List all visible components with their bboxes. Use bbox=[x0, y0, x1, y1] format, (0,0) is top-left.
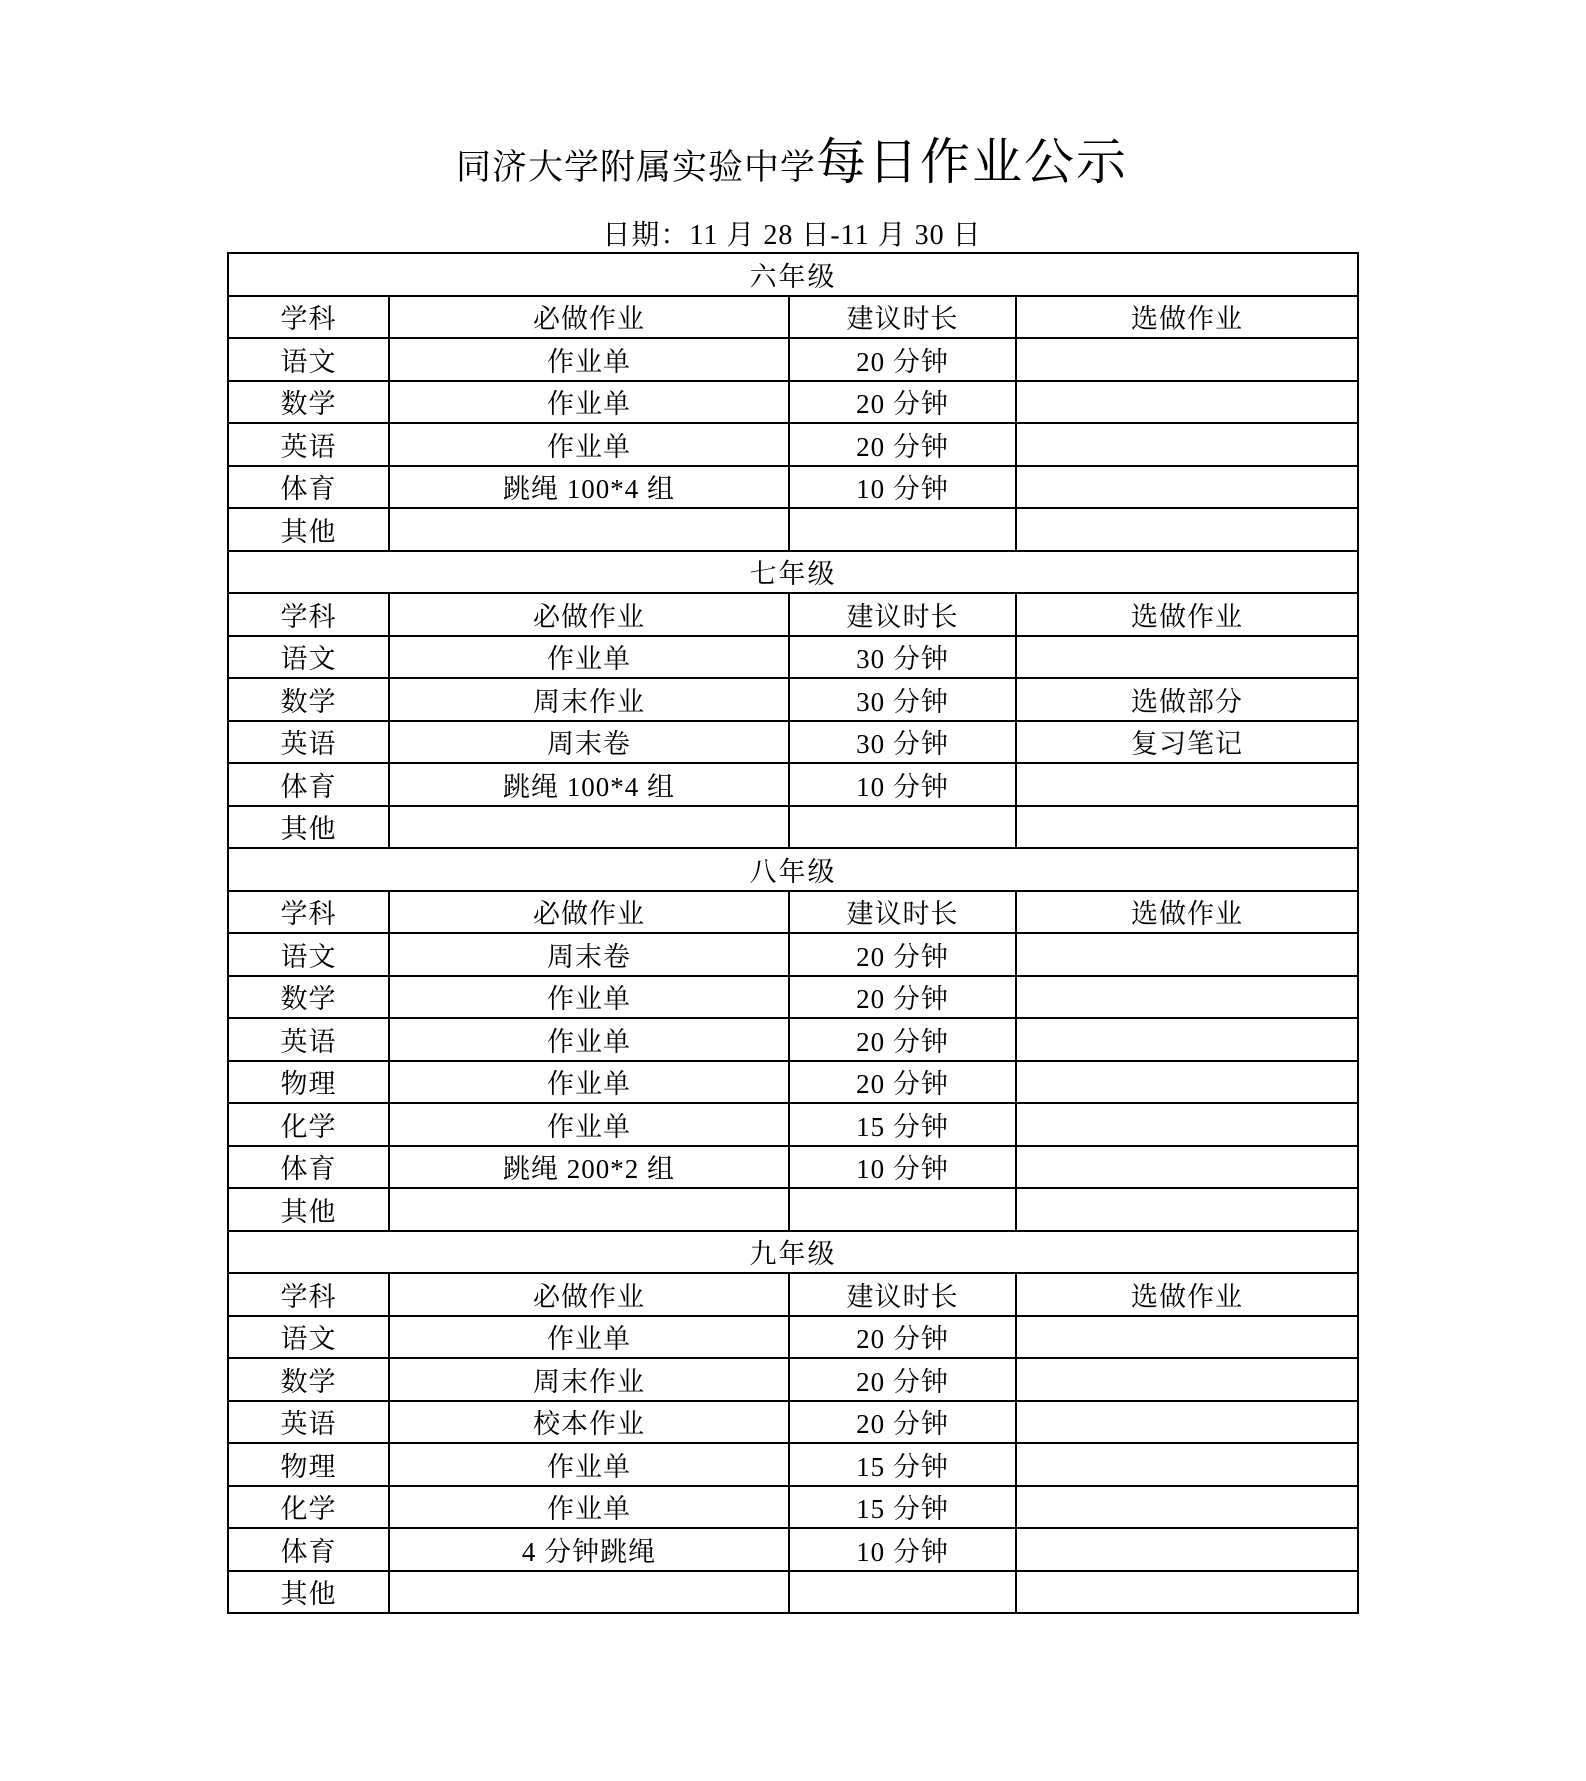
subject-cell: 其他 bbox=[228, 508, 389, 551]
optional-homework-cell bbox=[1016, 423, 1358, 466]
data-row bbox=[228, 933, 1358, 976]
required-homework-cell bbox=[389, 806, 789, 849]
duration-cell: 15 分钟 bbox=[789, 1486, 1016, 1529]
duration-cell: 15 分钟 bbox=[789, 1443, 1016, 1486]
subject-cell: 体育 bbox=[228, 466, 389, 509]
column-header-optional: 选做作业 bbox=[1016, 1273, 1358, 1316]
grade-banner: 六年级 bbox=[228, 253, 1358, 296]
duration-cell: 20 分钟 bbox=[789, 1316, 1016, 1359]
duration-cell bbox=[789, 508, 1016, 551]
grade-banner-row bbox=[228, 848, 1358, 891]
duration-cell bbox=[789, 806, 1016, 849]
required-homework-cell: 跳绳 100*4 组 bbox=[389, 763, 789, 806]
required-homework-cell: 校本作业 bbox=[389, 1401, 789, 1444]
duration-cell bbox=[789, 1571, 1016, 1614]
duration-cell bbox=[789, 1188, 1016, 1231]
required-homework-cell: 作业单 bbox=[389, 1486, 789, 1529]
optional-homework-cell bbox=[1016, 1358, 1358, 1401]
subject-cell: 英语 bbox=[228, 1401, 389, 1444]
column-header-subject: 学科 bbox=[228, 1273, 389, 1316]
title-main: 每日作业公示 bbox=[816, 134, 1128, 190]
duration-cell: 20 分钟 bbox=[789, 423, 1016, 466]
column-header-row bbox=[228, 1273, 1358, 1316]
subject-cell: 物理 bbox=[228, 1061, 389, 1104]
optional-homework-cell bbox=[1016, 381, 1358, 424]
column-header-row bbox=[228, 891, 1358, 934]
data-row bbox=[228, 423, 1358, 466]
optional-homework-cell bbox=[1016, 338, 1358, 381]
duration-cell: 20 分钟 bbox=[789, 381, 1016, 424]
optional-homework-cell bbox=[1016, 1486, 1358, 1529]
required-homework-cell: 作业单 bbox=[389, 1018, 789, 1061]
duration-cell: 30 分钟 bbox=[789, 721, 1016, 764]
required-homework-cell: 作业单 bbox=[389, 976, 789, 1019]
column-header-row bbox=[228, 593, 1358, 636]
duration-cell: 20 分钟 bbox=[789, 933, 1016, 976]
grade-banner-row bbox=[228, 551, 1358, 594]
required-homework-cell bbox=[389, 1188, 789, 1231]
homework-table bbox=[227, 252, 1359, 1614]
required-homework-cell: 4 分钟跳绳 bbox=[389, 1528, 789, 1571]
column-header-duration: 建议时长 bbox=[789, 1273, 1016, 1316]
column-header-required: 必做作业 bbox=[389, 891, 789, 934]
subject-cell: 其他 bbox=[228, 806, 389, 849]
duration-cell: 20 分钟 bbox=[789, 338, 1016, 381]
column-header-subject: 学科 bbox=[228, 593, 389, 636]
required-homework-cell: 作业单 bbox=[389, 1061, 789, 1104]
optional-homework-cell bbox=[1016, 466, 1358, 509]
optional-homework-cell: 复习笔记 bbox=[1016, 721, 1358, 764]
column-header-duration: 建议时长 bbox=[789, 891, 1016, 934]
data-row bbox=[228, 1188, 1358, 1231]
optional-homework-cell bbox=[1016, 636, 1358, 679]
optional-homework-cell bbox=[1016, 1316, 1358, 1359]
duration-cell: 10 分钟 bbox=[789, 466, 1016, 509]
optional-homework-cell bbox=[1016, 1061, 1358, 1104]
optional-homework-cell bbox=[1016, 1443, 1358, 1486]
subject-cell: 语文 bbox=[228, 933, 389, 976]
optional-homework-cell: 选做部分 bbox=[1016, 678, 1358, 721]
duration-cell: 10 分钟 bbox=[789, 763, 1016, 806]
data-row bbox=[228, 1358, 1358, 1401]
data-row bbox=[228, 721, 1358, 764]
duration-cell: 10 分钟 bbox=[789, 1528, 1016, 1571]
column-header-required: 必做作业 bbox=[389, 296, 789, 339]
required-homework-cell: 作业单 bbox=[389, 1443, 789, 1486]
duration-cell: 30 分钟 bbox=[789, 678, 1016, 721]
optional-homework-cell bbox=[1016, 1146, 1358, 1189]
grade-banner: 八年级 bbox=[228, 848, 1358, 891]
optional-homework-cell bbox=[1016, 1188, 1358, 1231]
required-homework-cell: 周末卷 bbox=[389, 721, 789, 764]
optional-homework-cell bbox=[1016, 1571, 1358, 1614]
optional-homework-cell bbox=[1016, 933, 1358, 976]
homework-table-body bbox=[228, 253, 1358, 1613]
subject-cell: 其他 bbox=[228, 1188, 389, 1231]
data-row bbox=[228, 381, 1358, 424]
data-row bbox=[228, 806, 1358, 849]
subject-cell: 英语 bbox=[228, 721, 389, 764]
data-row bbox=[228, 466, 1358, 509]
data-row bbox=[228, 508, 1358, 551]
optional-homework-cell bbox=[1016, 976, 1358, 1019]
required-homework-cell: 周末作业 bbox=[389, 678, 789, 721]
required-homework-cell: 作业单 bbox=[389, 423, 789, 466]
required-homework-cell: 跳绳 200*2 组 bbox=[389, 1146, 789, 1189]
required-homework-cell: 周末卷 bbox=[389, 933, 789, 976]
column-header-duration: 建议时长 bbox=[789, 593, 1016, 636]
grade-banner: 九年级 bbox=[228, 1231, 1358, 1274]
grade-banner-row bbox=[228, 253, 1358, 296]
subject-cell: 语文 bbox=[228, 338, 389, 381]
subject-cell: 体育 bbox=[228, 1146, 389, 1189]
data-row bbox=[228, 338, 1358, 381]
required-homework-cell: 作业单 bbox=[389, 381, 789, 424]
column-header-required: 必做作业 bbox=[389, 593, 789, 636]
duration-cell: 20 分钟 bbox=[789, 1018, 1016, 1061]
data-row bbox=[228, 1103, 1358, 1146]
column-header-subject: 学科 bbox=[228, 891, 389, 934]
subject-cell: 英语 bbox=[228, 423, 389, 466]
required-homework-cell: 作业单 bbox=[389, 636, 789, 679]
subject-cell: 数学 bbox=[228, 381, 389, 424]
duration-cell: 20 分钟 bbox=[789, 1401, 1016, 1444]
required-homework-cell bbox=[389, 508, 789, 551]
subject-cell: 化学 bbox=[228, 1486, 389, 1529]
subject-cell: 语文 bbox=[228, 636, 389, 679]
required-homework-cell: 作业单 bbox=[389, 1103, 789, 1146]
subject-cell: 数学 bbox=[228, 976, 389, 1019]
grade-banner-row bbox=[228, 1231, 1358, 1274]
title-school-name: 同济大学附属实验中学 bbox=[455, 148, 816, 187]
data-row bbox=[228, 1401, 1358, 1444]
data-row bbox=[228, 1018, 1358, 1061]
data-row bbox=[228, 1443, 1358, 1486]
data-row bbox=[228, 1061, 1358, 1104]
duration-cell: 20 分钟 bbox=[789, 1061, 1016, 1104]
data-row bbox=[228, 1316, 1358, 1359]
optional-homework-cell bbox=[1016, 508, 1358, 551]
data-row bbox=[228, 976, 1358, 1019]
optional-homework-cell bbox=[1016, 1103, 1358, 1146]
column-header-required: 必做作业 bbox=[389, 1273, 789, 1316]
grade-banner: 七年级 bbox=[228, 551, 1358, 594]
column-header-duration: 建议时长 bbox=[789, 296, 1016, 339]
subject-cell: 英语 bbox=[228, 1018, 389, 1061]
duration-cell: 15 分钟 bbox=[789, 1103, 1016, 1146]
subject-cell: 数学 bbox=[228, 1358, 389, 1401]
data-row bbox=[228, 763, 1358, 806]
required-homework-cell: 作业单 bbox=[389, 338, 789, 381]
date-label: 日期：11 月 28 日-11 月 30 日 bbox=[602, 220, 982, 251]
subject-cell: 体育 bbox=[228, 1528, 389, 1571]
duration-cell: 30 分钟 bbox=[789, 636, 1016, 679]
data-row bbox=[228, 1486, 1358, 1529]
subject-cell: 物理 bbox=[228, 1443, 389, 1486]
duration-cell: 10 分钟 bbox=[789, 1146, 1016, 1189]
data-row bbox=[228, 1571, 1358, 1614]
column-header-subject: 学科 bbox=[228, 296, 389, 339]
optional-homework-cell bbox=[1016, 1018, 1358, 1061]
column-header-optional: 选做作业 bbox=[1016, 891, 1358, 934]
subject-cell: 体育 bbox=[228, 763, 389, 806]
optional-homework-cell bbox=[1016, 763, 1358, 806]
data-row bbox=[228, 636, 1358, 679]
subject-cell: 其他 bbox=[228, 1571, 389, 1614]
column-header-optional: 选做作业 bbox=[1016, 296, 1358, 339]
data-row bbox=[228, 1146, 1358, 1189]
optional-homework-cell bbox=[1016, 1528, 1358, 1571]
data-row bbox=[228, 1528, 1358, 1571]
required-homework-cell: 作业单 bbox=[389, 1316, 789, 1359]
optional-homework-cell bbox=[1016, 806, 1358, 849]
required-homework-cell: 周末作业 bbox=[389, 1358, 789, 1401]
required-homework-cell: 跳绳 100*4 组 bbox=[389, 466, 789, 509]
optional-homework-cell bbox=[1016, 1401, 1358, 1444]
duration-cell: 20 分钟 bbox=[789, 1358, 1016, 1401]
required-homework-cell bbox=[389, 1571, 789, 1614]
data-row bbox=[228, 678, 1358, 721]
column-header-optional: 选做作业 bbox=[1016, 593, 1358, 636]
page-title bbox=[227, 122, 1357, 194]
subject-cell: 化学 bbox=[228, 1103, 389, 1146]
subject-cell: 语文 bbox=[228, 1316, 389, 1359]
duration-cell: 20 分钟 bbox=[789, 976, 1016, 1019]
subject-cell: 数学 bbox=[228, 678, 389, 721]
column-header-row bbox=[228, 296, 1358, 339]
